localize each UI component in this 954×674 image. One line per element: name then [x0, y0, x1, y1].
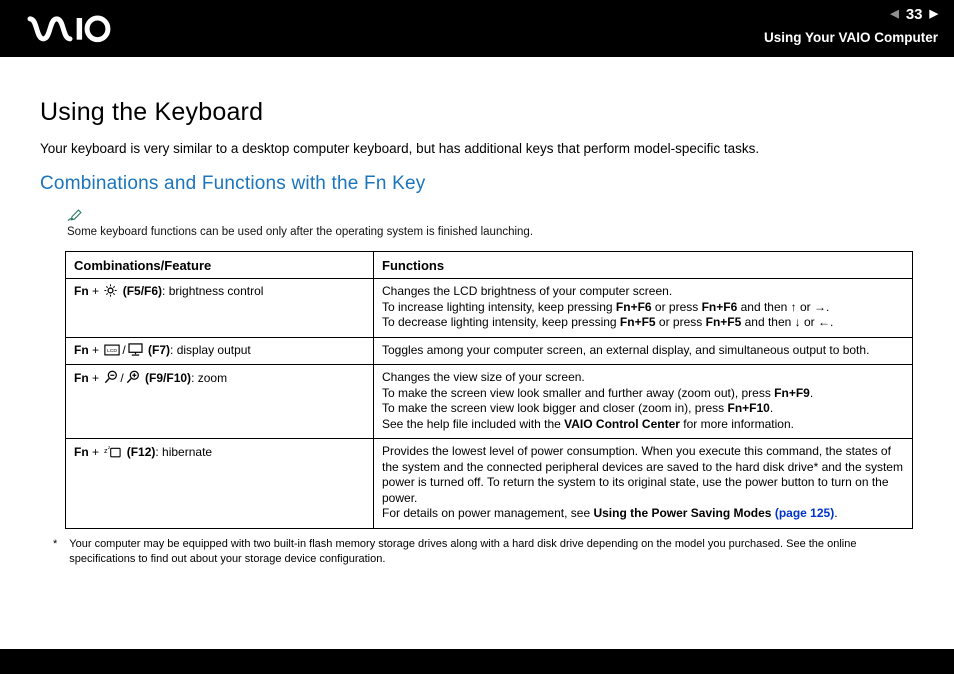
- page-number: 33: [905, 6, 923, 23]
- function-line: To make the screen view look smaller and further away (zoom out), press Fn+F9.: [382, 385, 814, 400]
- magnifier-minus-icon: [104, 370, 118, 384]
- svg-text:LCD: LCD: [107, 348, 118, 354]
- svg-text:z: z: [104, 446, 108, 455]
- function-line: See the help file included with the VAIO Control Center for more information.: [382, 416, 794, 431]
- col-header-combinations: Combinations/Feature: [66, 252, 374, 279]
- page-title: Using the Keyboard: [40, 98, 264, 126]
- note-block: [67, 208, 914, 238]
- hibernate-zz-icon: [104, 444, 121, 458]
- sun-brightness-icon: [104, 284, 117, 297]
- external-display-icon: [128, 343, 143, 356]
- fn-table-body: [66, 279, 913, 529]
- table-row: [66, 365, 913, 439]
- functions-cell: [374, 337, 913, 365]
- note-text: Some keyboard functions can be used only after the operating system is finished launching.: [67, 226, 534, 238]
- table-row: [66, 337, 913, 365]
- functions-cell: [374, 279, 913, 338]
- footnote: [53, 537, 881, 567]
- footnote-marker: *: [53, 537, 58, 550]
- section-title: Using Your VAIO Computer: [763, 30, 938, 45]
- bottom-bar: [0, 649, 954, 674]
- magnifier-plus-icon: [126, 370, 140, 384]
- prev-page-arrow-icon[interactable]: ◀: [890, 8, 899, 20]
- page-link[interactable]: (page 125): [774, 506, 835, 520]
- function-line: Toggles among your computer screen, an external display, and simultaneous output to both.: [382, 342, 870, 357]
- page-navigation: [890, 6, 938, 23]
- vaio-logo: [20, 13, 120, 48]
- combination-cell: Fn + LCD / (F7): display output: [66, 337, 374, 365]
- footnote-text: Your computer may be equipped with two built-in flash memory storage drives along with a hard disk drive depending on the model you purchased. See the online specifications to find out about your storage device configuration.: [69, 537, 857, 565]
- function-line: To make the screen view look bigger and closer (zoom in), press Fn+F10.: [382, 401, 774, 415]
- intro-text: Your keyboard is very similar to a desktop computer keyboard, but has additional keys that perform model-specific tasks.: [40, 141, 760, 156]
- combination-cell: Fn + / (F9/F10): zoom: [66, 365, 374, 439]
- combination-cell: Fn + z z (F12): hibernate: [66, 439, 374, 529]
- top-header-bar: [0, 0, 954, 57]
- function-line: To increase lighting intensity, keep pressing Fn+F6 or press Fn+F6 and then ↑ or →.: [382, 299, 830, 314]
- functions-cell: [374, 365, 913, 439]
- table-row: [66, 279, 913, 338]
- fn-key-table: [65, 251, 913, 529]
- next-page-arrow-icon[interactable]: ▶: [929, 8, 938, 20]
- svg-text:z: z: [108, 446, 111, 452]
- combination-cell: Fn + (F5/F6): brightness control: [66, 279, 374, 338]
- pencil-note-icon: [67, 208, 914, 223]
- functions-cell: [374, 439, 913, 529]
- col-header-functions: Functions: [374, 252, 913, 279]
- page-content: [0, 57, 954, 567]
- table-row: [66, 439, 913, 529]
- function-line: For details on power management, see Using the Power Saving Modes (page 125).: [382, 506, 838, 520]
- function-line: To decrease lighting intensity, keep pressing Fn+F5 or press Fn+F5 and then ↓ or ←.: [382, 315, 834, 329]
- function-line: Provides the lowest level of power consumption. When you execute this command, the states of the system and the connected peripheral devices are saved to the hard disk drive* and the system power is turned off. To return the system to its original state, use the power button to turn on the power.: [382, 444, 903, 505]
- table-header-row: [66, 252, 913, 279]
- function-line: Changes the view size of your screen.: [382, 370, 585, 384]
- function-line: Changes the LCD brightness of your computer screen.: [382, 284, 673, 298]
- subheading: Combinations and Functions with the Fn Key: [40, 173, 426, 194]
- lcd-screen-icon: [104, 344, 120, 356]
